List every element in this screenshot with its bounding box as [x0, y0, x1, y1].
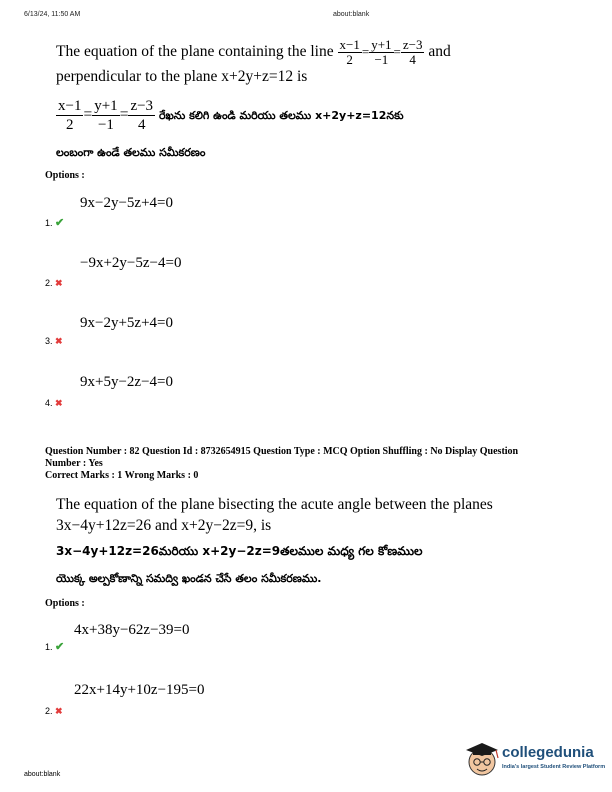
q2-text-line1: The equation of the plane bisecting the acute angle between the planes	[56, 496, 493, 513]
option-number: 2. ✖	[45, 706, 63, 716]
q2-text-line2: 3x−4y+12z=26 and x+2y−2z=9, is	[56, 517, 272, 534]
fraction: $\frac{z-3}{4}$	[402, 37, 423, 67]
option-equation: 9x+5y−2z−4=0	[80, 374, 173, 390]
option-equation: 9x−2y+5z+4=0	[80, 315, 173, 331]
fraction: $\frac{x-1}{2}$	[339, 37, 360, 67]
cross-icon: ✖	[55, 706, 63, 716]
cross-icon: ✖	[55, 398, 63, 408]
brand-name: collegedunia	[502, 744, 594, 761]
q2-telugu-line1: 3x−4y+12z=26మరియు x+2y−2z=9తలముల మధ్య గల కోణముల	[56, 544, 423, 558]
brand-tagline: India's largest Student Review Platform	[502, 764, 606, 770]
q2-telugu-line2: యొక్క అల్పకోణాన్ని సమద్వి ఖండన చేసే తలం సమీకరణము.	[56, 572, 322, 585]
q1-text-line2: perpendicular to the plane x+2y+z=12 is	[56, 68, 308, 85]
option-number: 3. ✖	[45, 336, 63, 346]
options-label: Options :	[45, 598, 85, 609]
q1-telugu-line2: లంబంగా ఉండే తలము సమీకరణం	[56, 146, 206, 159]
student-mascot-icon	[462, 738, 502, 782]
fraction: $\frac{y+1}{-1}$	[371, 37, 392, 67]
option-number: 1. ✔	[45, 641, 65, 653]
question-meta: Question Number : 82 Question Id : 8732654915 Question Type : MCQ Option Shuffling : No Display Question Number : Yes Correct Marks : 1 Wrong Marks : 0	[45, 446, 519, 481]
print-url: about:blank	[333, 11, 370, 18]
option-equation: 22x+14y+10z−195=0	[74, 682, 205, 698]
option-equation: 4x+38y−62z−39=0	[74, 622, 190, 638]
cross-icon: ✖	[55, 336, 63, 346]
q1-telugu-line1: $\frac{x-1}{2}$ = $\frac{y+1}{-1}$ = $\frac{z-3}{4}$ రేఖను కలిగి ఉండి మరియు తలము x+2y+z=12నకు	[58, 98, 404, 133]
footer-url: about:blank	[24, 771, 61, 778]
q1-text-line1: The equation of the plane containing the line $\frac{x-1}{2}$ = $\frac{y+1}{-1}$ = $\frac{z-3}{4}$ and	[56, 37, 451, 67]
option-equation: 9x−2y−5z+4=0	[80, 195, 173, 211]
check-icon: ✔	[55, 217, 65, 229]
print-datetime: 6/13/24, 11:50 AM	[24, 11, 81, 18]
cross-icon: ✖	[55, 278, 63, 288]
brand-logo	[462, 738, 612, 782]
check-icon: ✔	[55, 641, 65, 653]
option-equation: −9x+2y−5z−4=0	[80, 255, 182, 271]
option-number: 4. ✖	[45, 398, 63, 408]
options-label: Options :	[45, 170, 85, 181]
option-number: 1. ✔	[45, 217, 65, 229]
option-number: 2. ✖	[45, 278, 63, 288]
